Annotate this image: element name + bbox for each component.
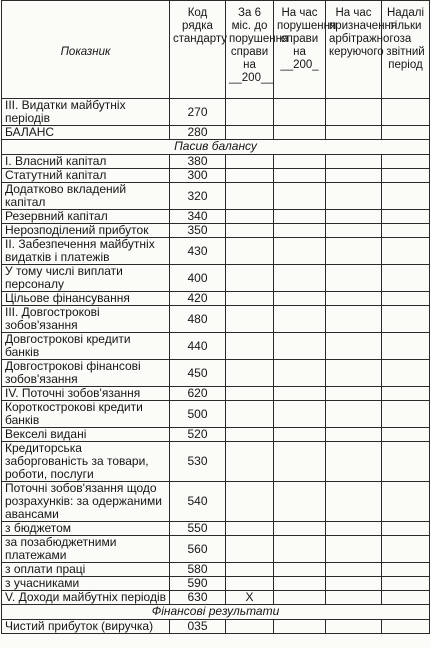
row-label: III. Видатки майбутніх періодів — [2, 99, 170, 126]
value-cell — [226, 333, 274, 360]
value-cell — [274, 183, 326, 210]
value-cell — [382, 210, 430, 224]
header-six-months: За 6 міс. до порушення справи на __200__ — [226, 1, 274, 99]
row-code: 560 — [170, 536, 226, 563]
value-cell — [274, 482, 326, 522]
value-cell — [382, 428, 430, 442]
row-label: Цільове фінансування — [2, 292, 170, 306]
row-code: 270 — [170, 99, 226, 126]
value-cell — [326, 292, 382, 306]
value-cell — [226, 577, 274, 591]
table-row — [2, 155, 430, 169]
table-row — [2, 442, 430, 482]
value-cell — [326, 482, 382, 522]
value-cell — [226, 210, 274, 224]
row-label: БАЛАНС — [2, 126, 170, 140]
value-cell — [326, 401, 382, 428]
row-code: 300 — [170, 169, 226, 183]
row-label: Довгострокові фінансові зобов'язання — [2, 360, 170, 387]
table-row — [2, 360, 430, 387]
row-label: Короткострокові кредити банків — [2, 401, 170, 428]
table-row — [2, 292, 430, 306]
value-cell — [274, 292, 326, 306]
table-row — [2, 210, 430, 224]
row-label: за позабюджетними платежами — [2, 536, 170, 563]
row-code: 440 — [170, 333, 226, 360]
value-cell — [226, 620, 274, 634]
header-reporting: Надалі тільки за звітний період — [382, 1, 430, 99]
table-row — [2, 577, 430, 591]
value-cell — [226, 428, 274, 442]
table-row — [2, 265, 430, 292]
value-cell — [382, 522, 430, 536]
value-cell — [274, 387, 326, 401]
section-row — [2, 605, 430, 620]
table-row — [2, 591, 430, 605]
table-body — [2, 99, 430, 634]
table-row — [2, 99, 430, 126]
balance-table — [1, 0, 430, 634]
section-row — [2, 140, 430, 155]
row-code: 320 — [170, 183, 226, 210]
table-row — [2, 333, 430, 360]
row-code: 450 — [170, 360, 226, 387]
value-cell — [326, 265, 382, 292]
row-label: Довгострокові кредити банків — [2, 333, 170, 360]
value-cell — [226, 183, 274, 210]
value-cell — [274, 563, 326, 577]
header-trustee: На час призначення арбітражного керуючого — [326, 1, 382, 99]
value-cell — [226, 224, 274, 238]
value-cell — [326, 306, 382, 333]
table-row — [2, 387, 430, 401]
value-cell — [226, 292, 274, 306]
value-cell — [382, 401, 430, 428]
value-cell — [382, 99, 430, 126]
value-cell — [326, 99, 382, 126]
value-cell — [326, 238, 382, 265]
value-cell — [382, 306, 430, 333]
value-cell — [326, 387, 382, 401]
value-cell — [326, 620, 382, 634]
row-label: з бюджетом — [2, 522, 170, 536]
value-cell — [226, 360, 274, 387]
value-cell — [326, 126, 382, 140]
row-code: 035 — [170, 620, 226, 634]
value-cell — [226, 401, 274, 428]
row-code: 540 — [170, 482, 226, 522]
value-cell — [382, 155, 430, 169]
value-cell — [326, 536, 382, 563]
row-code: 280 — [170, 126, 226, 140]
value-cell — [226, 169, 274, 183]
value-cell — [382, 360, 430, 387]
value-cell — [382, 482, 430, 522]
value-cell — [226, 238, 274, 265]
value-cell — [274, 620, 326, 634]
value-cell — [382, 265, 430, 292]
row-label: III. Довгострокові зобов'язання — [2, 306, 170, 333]
value-cell — [274, 306, 326, 333]
value-cell — [382, 169, 430, 183]
value-cell — [326, 210, 382, 224]
value-cell — [274, 169, 326, 183]
value-cell — [274, 238, 326, 265]
value-cell — [326, 591, 382, 605]
value-cell — [326, 183, 382, 210]
table-row — [2, 522, 430, 536]
row-label: Нерозподілений прибуток — [2, 224, 170, 238]
row-code: 350 — [170, 224, 226, 238]
value-cell — [274, 224, 326, 238]
value-cell — [274, 522, 326, 536]
row-label: з оплати праці — [2, 563, 170, 577]
value-cell — [226, 563, 274, 577]
value-cell — [326, 522, 382, 536]
value-cell — [226, 536, 274, 563]
row-label: У тому числі виплати персоналу — [2, 265, 170, 292]
row-label: V. Доходи майбутніх періодів — [2, 591, 170, 605]
row-label: IV. Поточні зобов'язання — [2, 387, 170, 401]
value-cell — [382, 577, 430, 591]
table-row — [2, 238, 430, 265]
table-row — [2, 428, 430, 442]
value-cell — [274, 577, 326, 591]
value-cell — [382, 387, 430, 401]
value-cell — [226, 155, 274, 169]
value-cell — [274, 536, 326, 563]
value-cell — [274, 360, 326, 387]
value-cell — [382, 183, 430, 210]
table-row — [2, 536, 430, 563]
value-cell — [274, 428, 326, 442]
value-cell — [326, 155, 382, 169]
value-cell — [382, 563, 430, 577]
value-cell — [326, 360, 382, 387]
value-cell — [274, 155, 326, 169]
value-cell — [382, 620, 430, 634]
value-cell — [326, 333, 382, 360]
row-code: 530 — [170, 442, 226, 482]
row-code: 340 — [170, 210, 226, 224]
value-cell — [226, 126, 274, 140]
header-indicator: Показник — [2, 1, 170, 99]
row-label: з учасниками — [2, 577, 170, 591]
table-row — [2, 126, 430, 140]
value-cell — [382, 224, 430, 238]
section-title: Пасив балансу — [2, 140, 430, 155]
value-cell — [226, 442, 274, 482]
row-code: 430 — [170, 238, 226, 265]
value-cell — [274, 126, 326, 140]
row-label: Поточні зобов'язання щодо розрахунків: за одержаними авансами — [2, 482, 170, 522]
row-code: 590 — [170, 577, 226, 591]
row-code: 500 — [170, 401, 226, 428]
row-label: І. Власний капітал — [2, 155, 170, 169]
value-cell — [226, 99, 274, 126]
value-cell — [326, 169, 382, 183]
row-code: 630 — [170, 591, 226, 605]
value-cell — [274, 442, 326, 482]
table-row — [2, 620, 430, 634]
value-cell — [274, 210, 326, 224]
value-cell — [274, 401, 326, 428]
table-row — [2, 169, 430, 183]
table-row — [2, 224, 430, 238]
value-cell — [274, 333, 326, 360]
value-cell — [226, 387, 274, 401]
row-label: Статутний капітал — [2, 169, 170, 183]
header-filing: На час порушення справи на __200_ — [274, 1, 326, 99]
table-row — [2, 401, 430, 428]
value-cell — [274, 265, 326, 292]
row-label: Чистий прибуток (виручка) — [2, 620, 170, 634]
row-label: Векселі видані — [2, 428, 170, 442]
row-code: 480 — [170, 306, 226, 333]
table-row — [2, 482, 430, 522]
value-cell — [326, 428, 382, 442]
row-label: Додатково вкладений капітал — [2, 183, 170, 210]
value-cell — [382, 292, 430, 306]
row-code: 420 — [170, 292, 226, 306]
table-row — [2, 183, 430, 210]
row-code: 520 — [170, 428, 226, 442]
row-code: 620 — [170, 387, 226, 401]
row-label: II. Забезпечення майбутніх видатків і платежів — [2, 238, 170, 265]
value-cell — [226, 265, 274, 292]
value-cell — [326, 224, 382, 238]
value-cell — [382, 126, 430, 140]
header-row — [2, 1, 430, 99]
value-cell — [226, 482, 274, 522]
value-cell — [382, 238, 430, 265]
row-label: Кредиторська заборгованість за товари, роботи, послуги — [2, 442, 170, 482]
row-code: 580 — [170, 563, 226, 577]
header-code: Код рядка стандарту — [170, 1, 226, 99]
row-code: 400 — [170, 265, 226, 292]
value-cell — [274, 99, 326, 126]
value-cell — [382, 442, 430, 482]
value-cell — [226, 306, 274, 333]
row-label: Резервний капітал — [2, 210, 170, 224]
section-title: Фінансові результати — [2, 605, 430, 620]
value-cell — [274, 591, 326, 605]
value-cell — [382, 591, 430, 605]
table-row — [2, 563, 430, 577]
table-row — [2, 306, 430, 333]
value-cell — [382, 333, 430, 360]
value-cell — [226, 522, 274, 536]
value-cell — [326, 563, 382, 577]
value-cell — [326, 442, 382, 482]
value-cell — [382, 536, 430, 563]
row-code: 380 — [170, 155, 226, 169]
value-cell: Х — [226, 591, 274, 605]
row-code: 550 — [170, 522, 226, 536]
value-cell — [326, 577, 382, 591]
